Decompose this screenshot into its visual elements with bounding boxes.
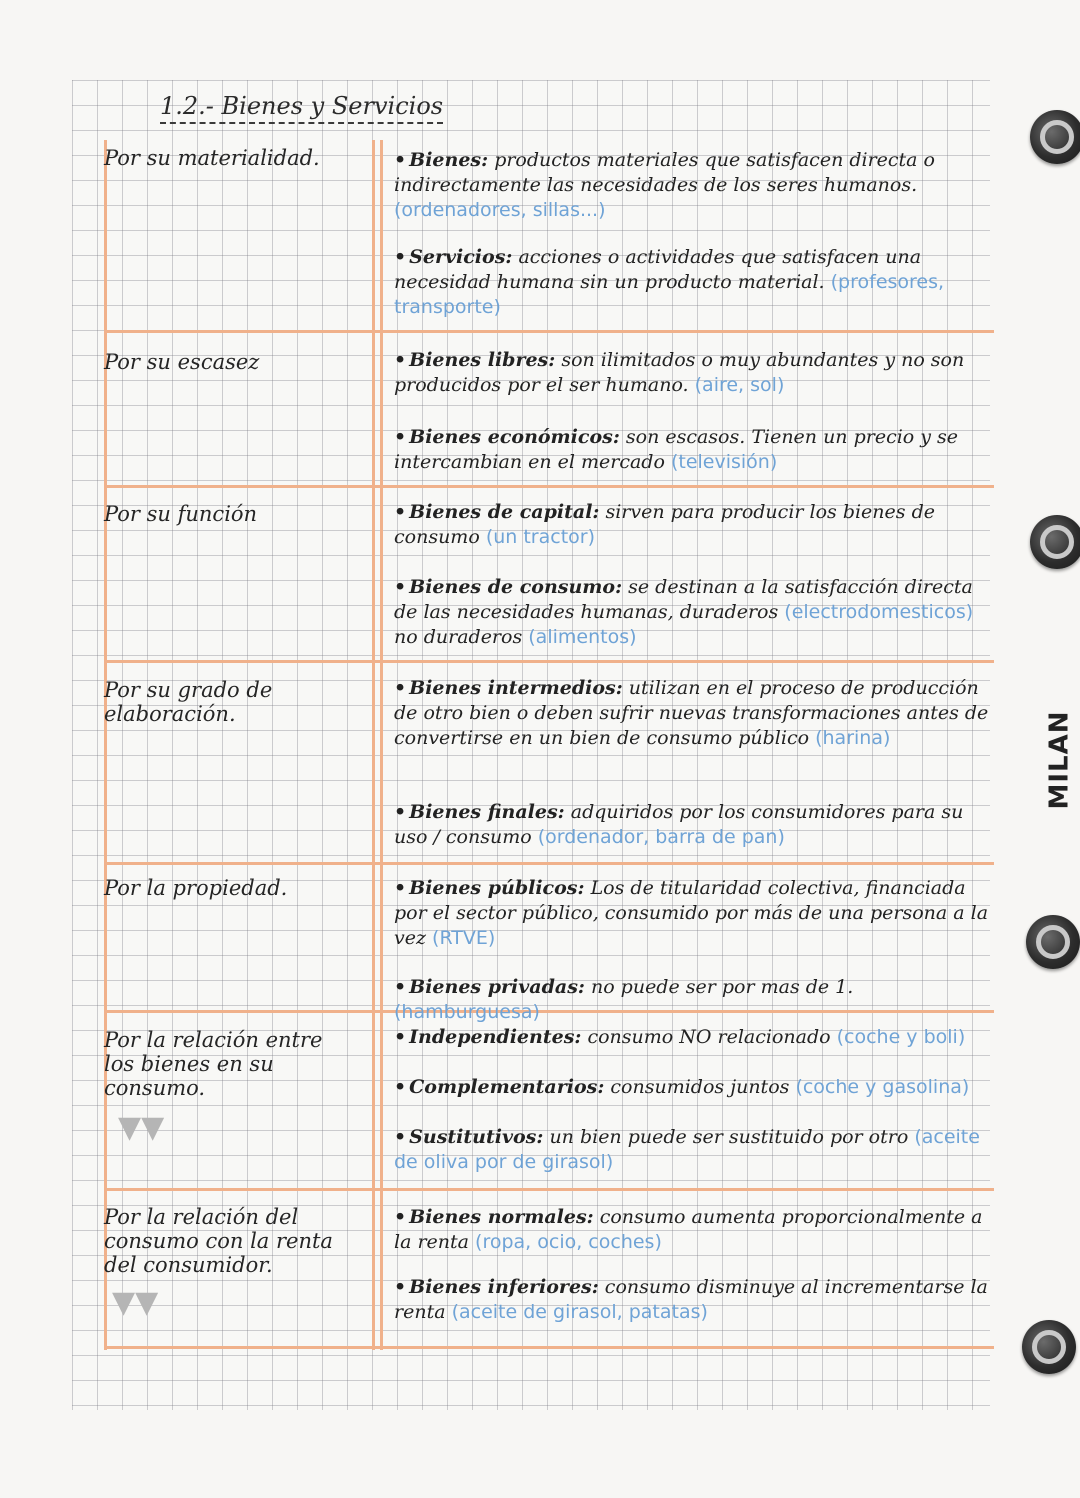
list-item: • Bienes económicos: son escasos. Tienen un precio y se intercambian en el mercado (televisión): [394, 426, 959, 473]
list-item: • Bienes intermedios: utilizan en el proceso de producción de otro bien o deben sufrir nuevas transformaciones antes de convertirse en un bien de consumo público (harina): [394, 677, 989, 749]
category-label: Por su materialidad.: [104, 146, 320, 170]
list-item: • Bienes inferiores: consumo disminuye al incrementarse la renta (aceite de girasol, patatas): [394, 1276, 988, 1323]
list-item: • Complementarios: consumidos juntos (coche y gasolina): [394, 1076, 970, 1098]
list-item: • Independientes: consumo NO relacionado (coche y boli): [394, 1026, 966, 1048]
row-divider: [104, 1188, 994, 1191]
list-item: • Bienes finales: adquiridos por los consumidores para su uso / consumo (ordenador, barra de pan): [394, 801, 964, 848]
row-divider: [104, 862, 994, 865]
category-label: Por la relación del consumo con la renta del consumidor.: [104, 1205, 333, 1277]
category-label: Por su grado de elaboración.: [104, 678, 273, 726]
list-item: • Servicios: acciones o actividades que satisfacen una necesidad humana sin un producto material. (profesores, transporte): [394, 246, 945, 318]
category-label: Por su función: [104, 502, 258, 526]
list-item: • Bienes privadas: no puede ser por mas de 1. (hamburguesa): [394, 976, 854, 1023]
list-item: • Bienes libres: son ilimitados o muy abundantes y no son producidos por el ser humano. (aire, sol): [394, 349, 965, 396]
brand-logo: MILAN: [1044, 710, 1075, 810]
arrows-doodle-icon: ▼▼: [112, 1285, 159, 1320]
list-item: • Sustitutivos: un bien puede ser sustituido por otro (aceite de oliva por de girasol): [394, 1126, 980, 1173]
table-column-divider: [380, 140, 383, 1350]
list-item: • Bienes normales: consumo aumenta proporcionalmente a la renta (ropa, ocio, coches): [394, 1206, 983, 1253]
binder-ring-icon: [1022, 1320, 1076, 1374]
binder-ring-icon: [1026, 915, 1080, 969]
list-item: • Bienes de consumo: se destinan a la satisfacción directa de las necesidades humanas, duraderos (electrodomesticos) no duraderos (alimentos): [394, 576, 974, 648]
table-border-left: [104, 140, 107, 1350]
row-divider: [104, 660, 994, 663]
category-label: Por la propiedad.: [104, 876, 288, 900]
list-item: • Bienes de capital: sirven para producir los bienes de consumo (un tractor): [394, 501, 935, 548]
binder-ring-icon: [1030, 110, 1080, 164]
binder-ring-icon: [1030, 515, 1080, 569]
row-divider: [104, 1346, 994, 1349]
page-title: 1.2.- Bienes y Servicios: [160, 92, 443, 124]
category-label: Por su escasez: [104, 350, 260, 374]
row-divider: [104, 330, 994, 333]
row-divider: [104, 485, 994, 488]
category-label: Por la relación entre los bienes en su consumo.: [104, 1028, 323, 1100]
list-item: • Bienes: productos materiales que satisfacen directa o indirectamente las necesidades de los seres humanos. (ordenadores, sillas...): [394, 149, 935, 221]
arrows-doodle-icon: ▼▼: [118, 1110, 165, 1145]
list-item: • Bienes públicos: Los de titularidad colectiva, financiada por el sector público, consumido por más de una persona a la vez (RTVE): [394, 877, 989, 949]
table-column-divider: [372, 140, 375, 1350]
